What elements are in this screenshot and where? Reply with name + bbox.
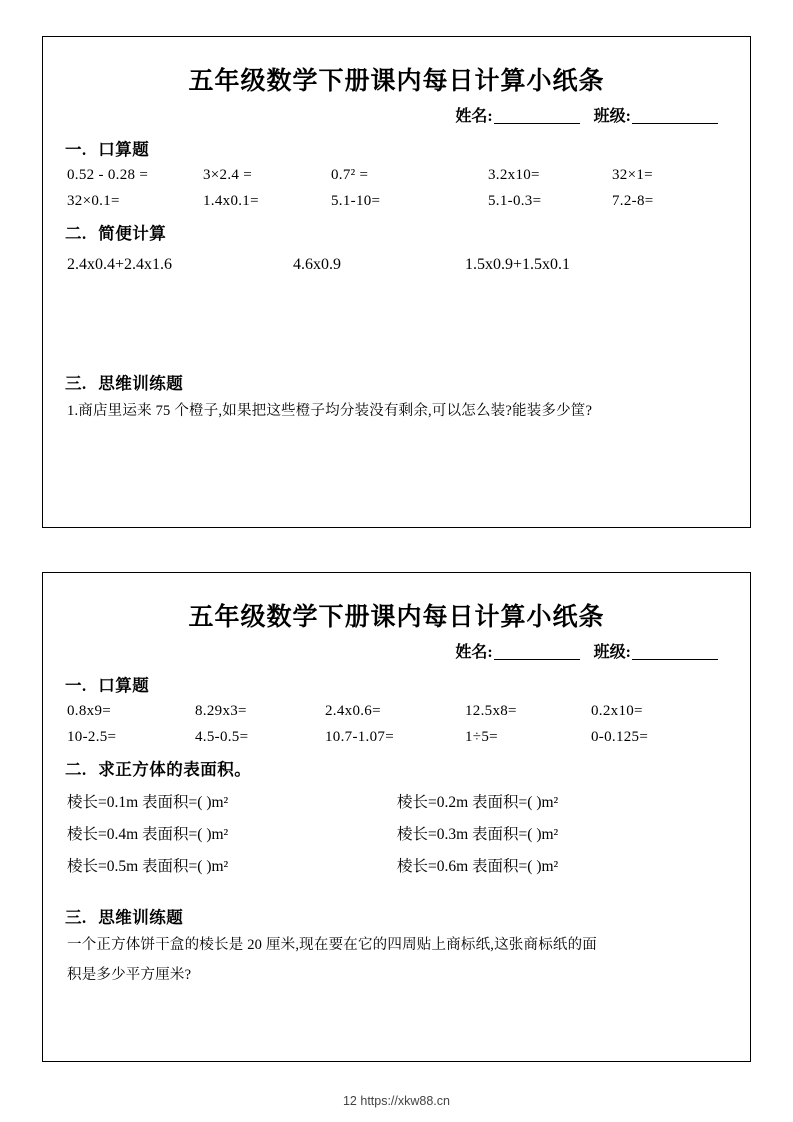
student-info-row-2 — [65, 639, 718, 662]
problem-item: 0.8x9= — [67, 703, 112, 719]
student-info-row-1 — [65, 103, 718, 126]
worksheet-sheet-2 — [42, 572, 751, 1062]
problem-item[interactable]: 棱长=0.6m 表面积=( )m² — [397, 858, 559, 875]
problem-item: 1.4x0.1= — [203, 193, 259, 209]
section-heading-2-2 — [65, 756, 728, 780]
section-title-2-1: 口算题 — [98, 676, 150, 695]
word-problem-line-1: 一个正方体饼干盒的棱长是 20 厘米,现在要在它的四周贴上商标纸,这张商标纸的面 — [67, 937, 597, 953]
problem-item: 1÷5= — [465, 729, 498, 745]
section-number-2-3: 三. — [65, 908, 87, 927]
section-number-1-1: 一. — [65, 140, 87, 159]
page-title-2: 五年级数学下册课内每日计算小纸条 — [188, 604, 605, 631]
name-field-1 — [455, 103, 593, 126]
problem-item: 0.2x10= — [591, 703, 643, 719]
section-heading-2-3 — [65, 904, 728, 928]
word-problem-line-2: 积是多少平方厘米? — [67, 966, 192, 983]
section-heading-1-1 — [65, 136, 728, 160]
problem-item: 2.4x0.6= — [325, 703, 381, 719]
class-blank-1[interactable] — [632, 108, 718, 124]
word-problem-text: 1.商店里运来 75 个橙子,如果把这些橙子均分装没有剩余,可以怎么装?能装多少筐? — [67, 403, 593, 419]
problem-row — [65, 193, 728, 210]
page-title-1: 五年级数学下册课内每日计算小纸条 — [188, 68, 605, 95]
problem-item: 32×1= — [612, 167, 653, 183]
section-number-1-2: 二. — [65, 224, 87, 243]
worksheet-sheet-1 — [42, 36, 751, 528]
problem-item: 10.7-1.07= — [325, 729, 394, 745]
section-title-1-1: 口算题 — [98, 140, 150, 159]
problem-row — [67, 822, 728, 844]
problem-row — [65, 703, 728, 720]
section-number-2-2: 二. — [65, 760, 87, 779]
problem-item[interactable]: 棱长=0.2m 表面积=( )m² — [397, 794, 559, 811]
problem-item: 10-2.5= — [67, 729, 117, 745]
problem-item: 32×0.1= — [67, 193, 120, 209]
section-title-1-3: 思维训练题 — [98, 374, 184, 393]
name-blank-2[interactable] — [494, 644, 580, 660]
problem-row — [67, 790, 728, 812]
section-title-2-2: 求正方体的表面积。 — [98, 760, 252, 779]
problem-item: 1.5x0.9+1.5x0.1 — [465, 256, 571, 273]
problem-row — [67, 256, 728, 274]
problem-item: 5.1-10= — [331, 193, 381, 209]
problem-item: 5.1-0.3= — [488, 193, 542, 209]
section-number-1-3: 三. — [65, 374, 87, 393]
problem-item: 3.2x10= — [488, 167, 540, 183]
problem-item: 12.5x8= — [465, 703, 517, 719]
class-field-1 — [594, 103, 718, 126]
name-label-1: 姓名: — [455, 108, 493, 125]
problem-item[interactable]: 棱长=0.5m 表面积=( )m² — [67, 858, 229, 875]
name-label-2: 姓名: — [455, 644, 493, 661]
problem-row — [67, 854, 728, 876]
section-heading-2-1 — [65, 672, 728, 696]
class-label-2: 班级: — [593, 644, 631, 661]
section-heading-1-3 — [65, 370, 728, 394]
problem-item[interactable]: 棱长=0.4m 表面积=( )m² — [67, 826, 229, 843]
page-footer: 12 https://xkw88.cn — [342, 1094, 450, 1108]
name-field-2 — [455, 639, 593, 662]
section-heading-1-2 — [65, 220, 728, 244]
class-field-2 — [594, 639, 718, 662]
problem-item: 2.4x0.4+2.4x1.6 — [67, 256, 173, 273]
problem-item: 3×2.4 = — [203, 167, 253, 183]
problem-item: 0-0.125= — [591, 729, 649, 745]
class-blank-2[interactable] — [632, 644, 718, 660]
problem-item: 0.7² = — [331, 167, 369, 183]
problem-item: 8.29x3= — [195, 703, 247, 719]
problem-row — [65, 729, 728, 746]
answer-space — [65, 274, 728, 360]
section-title-1-2: 简便计算 — [98, 224, 167, 243]
problem-item[interactable]: 棱长=0.3m 表面积=( )m² — [397, 826, 559, 843]
name-blank-1[interactable] — [494, 108, 580, 124]
spacer — [65, 876, 728, 894]
problem-item: 4.5-0.5= — [195, 729, 249, 745]
problem-row — [65, 167, 728, 184]
section-number-2-1: 一. — [65, 676, 87, 695]
problem-item: 0.52 - 0.28 = — [67, 167, 149, 183]
class-label-1: 班级: — [593, 108, 631, 125]
problem-item: 7.2-8= — [612, 193, 654, 209]
problem-item[interactable]: 棱长=0.1m 表面积=( )m² — [67, 794, 229, 811]
section-title-2-3: 思维训练题 — [98, 908, 184, 927]
problem-item: 4.6x0.9 — [293, 256, 341, 273]
